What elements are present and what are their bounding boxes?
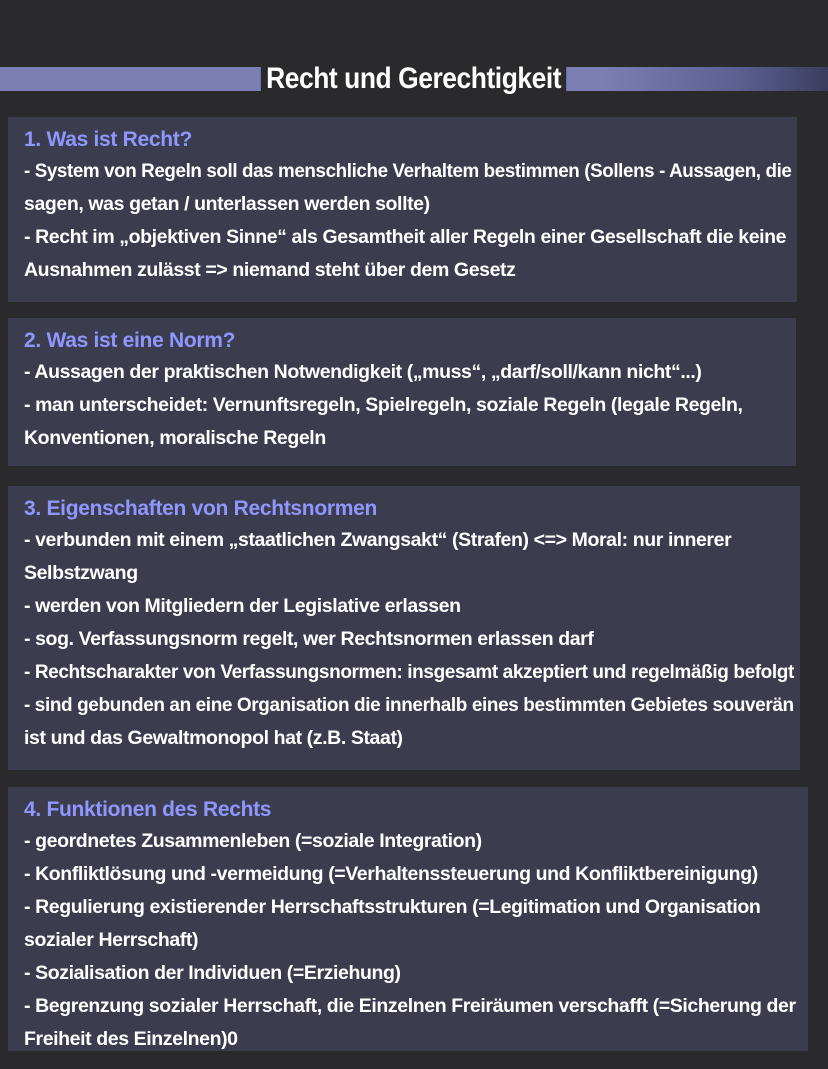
text-line: Konventionen, moralische Regeln	[24, 427, 326, 449]
text-line: sozialer Herrschaft)	[24, 929, 199, 951]
text-line: sagen, was getan / unterlassen werden sollte)	[24, 193, 430, 215]
text-line: Ausnahmen zulässt => niemand steht über dem Gesetz	[24, 259, 516, 281]
text-line: Freiheit des Einzelnen)0	[24, 1028, 238, 1050]
text-line: - System von Regeln soll das menschliche Verhaltem bestimmen (Sollens - Aussagen, die	[24, 160, 792, 182]
section-eigenschaften-von-rechtsnormen	[8, 486, 800, 770]
text-line: - Sozialisation der Individuen (=Erziehung)	[24, 962, 401, 984]
text-line: - Aussagen der praktischen Notwendigkeit („muss“, „darf/soll/kann nicht“...)	[24, 361, 702, 383]
section-heading: 3. Eigenschaften von Rechtsnormen	[24, 497, 378, 520]
text-line: Selbstzwang	[24, 562, 138, 584]
text-line: - Recht im „objektiven Sinne“ als Gesamtheit aller Regeln einer Gesellschaft die keine	[24, 226, 787, 248]
text-line: - Rechtscharakter von Verfassungsnormen: insgesamt akzeptiert und regelmäßig befolgt	[24, 661, 794, 683]
text-line: - werden von Mitgliedern der Legislative erlassen	[24, 595, 461, 617]
text-line: - geordnetes Zusammenleben (=soziale Integration)	[24, 830, 482, 852]
section-heading: 1. Was ist Recht?	[24, 128, 192, 151]
text-line: - man unterscheidet: Vernunftsregeln, Spielregeln, soziale Regeln (legale Regeln,	[24, 394, 743, 416]
text-line: - sog. Verfassungsnorm regelt, wer Rechtsnormen erlassen darf	[24, 628, 594, 650]
text-line: - Begrenzung sozialer Herrschaft, die Einzelnen Freiräumen verschafft (=Sicherung der	[24, 995, 796, 1017]
text-line: ist und das Gewaltmonopol hat (z.B. Staat)	[24, 727, 403, 749]
section-was-ist-recht	[8, 117, 797, 302]
section-was-ist-eine-norm	[8, 318, 796, 466]
text-line: - Regulierung existierender Herrschaftsstrukturen (=Legitimation und Organisation	[24, 896, 761, 918]
page-title-text: Recht und Gerechtigkeit	[261, 60, 567, 98]
text-line: - Konfliktlösung und -vermeidung (=Verhaltenssteuerung und Konfliktbereinigung)	[24, 863, 758, 885]
page-title	[0, 60, 828, 98]
section-heading: 4. Funktionen des Rechts	[24, 798, 272, 821]
text-line: - sind gebunden an eine Organisation die innerhalb eines bestimmten Gebietes souverän	[24, 694, 794, 716]
section-funktionen-des-rechts	[8, 787, 808, 1051]
text-line: - verbunden mit einem „staatlichen Zwangsakt“ (Strafen) <=> Moral: nur innerer	[24, 529, 732, 551]
section-heading: 2. Was ist eine Norm?	[24, 329, 236, 352]
